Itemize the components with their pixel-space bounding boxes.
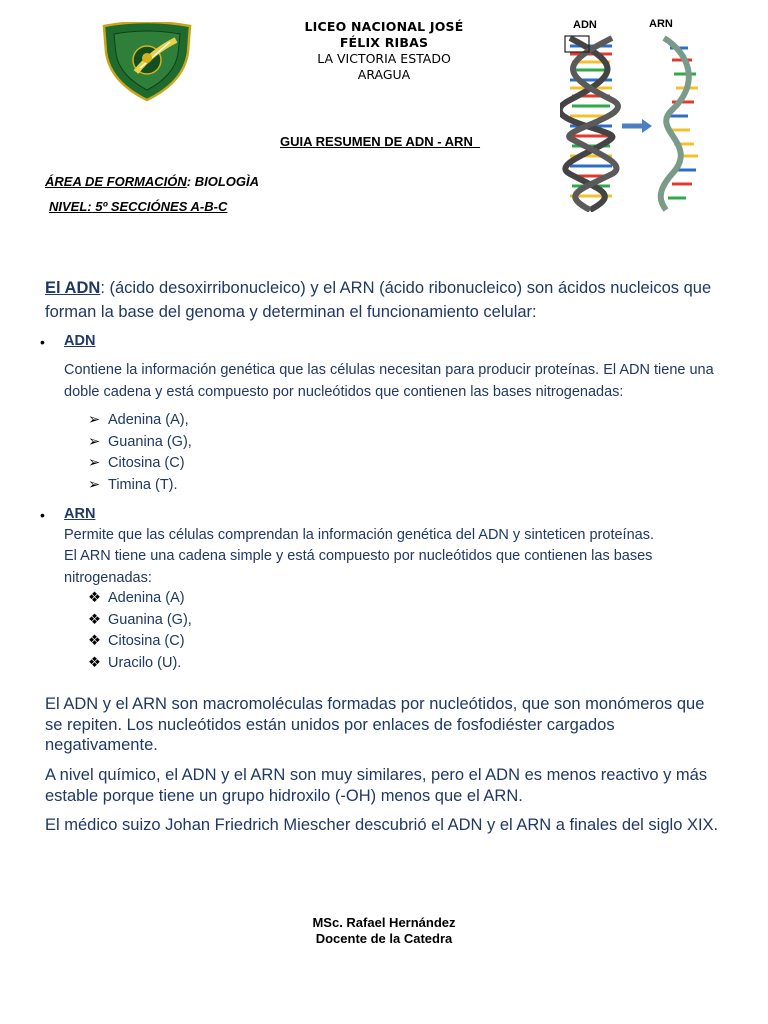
diamond-marker-icon: ❖ bbox=[88, 612, 101, 628]
area-label: ÁREA DE FORMACIÓN bbox=[45, 174, 187, 189]
adn-section-text: Contiene la información genética que las células necesitan para producir proteínas. El ADN tiene una doble cadena y está compuesto por nucleótidos que contienen las bases nitrogenadas: bbox=[64, 362, 714, 400]
school-location-line1: LA VICTORIA ESTADO bbox=[317, 51, 451, 66]
level-sections: NIVEL: 5º SECCIÓNES A-B-C bbox=[49, 199, 228, 214]
arn-section-text-line1: Permite que las células comprendan la información genética del ADN y sinteticen proteínas. bbox=[64, 527, 654, 543]
school-name-line2: FÉLIX RIBAS bbox=[339, 35, 429, 50]
teacher-role: Docente de la Catedra bbox=[315, 931, 453, 946]
arn-base-item: ❖ Adenina (A) bbox=[88, 588, 185, 610]
arn-base-item: ❖ Guanina (G), bbox=[88, 610, 192, 632]
school-shield-logo bbox=[100, 22, 194, 102]
intro-paragraph bbox=[45, 276, 725, 324]
arrow-marker-icon: ➢ bbox=[88, 412, 101, 428]
signature-block bbox=[250, 915, 518, 947]
area-of-study bbox=[45, 174, 259, 189]
diamond-marker-icon: ❖ bbox=[88, 633, 101, 649]
arn-bullet: • bbox=[40, 507, 45, 523]
arn-base-item: ❖ Uracilo (U). bbox=[88, 653, 181, 675]
paragraph-discovery: El médico suizo Johan Friedrich Miescher descubrió el ADN y el ARN a finales del siglo XIX. bbox=[45, 816, 719, 834]
adn-section-title: ADN bbox=[64, 333, 96, 349]
school-header bbox=[280, 19, 488, 83]
arn-base-item: ❖ Citosina (C) bbox=[88, 631, 185, 653]
intro-text: : (ácido desoxirribonucleico) y el ARN (ácido ribonucleico) son ácidos nucleicos que forman la base del genoma y determinan el funcionamiento celular: bbox=[45, 279, 712, 321]
adn-figure-label: ADN bbox=[573, 19, 597, 31]
school-location-line2: ARAGUA bbox=[357, 67, 411, 82]
adn-bullet: • bbox=[40, 334, 45, 350]
arn-figure-label: ARN bbox=[649, 18, 673, 30]
diamond-marker-icon: ❖ bbox=[88, 590, 101, 606]
guide-title: GUIA RESUMEN DE ADN - ARN bbox=[280, 134, 481, 149]
area-value: : BIOLOGÌA bbox=[186, 174, 260, 189]
helix-diagram bbox=[560, 34, 710, 212]
arrow-marker-icon: ➢ bbox=[88, 434, 101, 450]
dna-rna-illustration bbox=[560, 16, 710, 212]
adn-base-item: ➢ Guanina (G), bbox=[88, 432, 192, 454]
adn-base-item: ➢ Timina (T). bbox=[88, 475, 178, 497]
teacher-name: MSc. Rafael Hernández bbox=[312, 915, 456, 930]
adn-base-item: ➢ Citosina (C) bbox=[88, 453, 185, 475]
arrow-marker-icon: ➢ bbox=[88, 455, 101, 471]
arrow-marker-icon: ➢ bbox=[88, 477, 101, 493]
arn-section-title: ARN bbox=[64, 506, 96, 522]
diamond-marker-icon: ❖ bbox=[88, 655, 101, 671]
adn-base-item: ➢ Adenina (A), bbox=[88, 410, 189, 432]
paragraph-macromolecules: El ADN y el ARN son macromoléculas formadas por nucleótidos, que son monómeros que se repiten. Los nucleótidos están unidos por enlaces de fosfodiéster cargados negativamente. bbox=[45, 695, 705, 754]
arn-section-text-line2: El ARN tiene una cadena simple y está compuesto por nucleótidos que contienen las bases nitrogenadas: bbox=[64, 548, 653, 586]
intro-term: El ADN bbox=[45, 279, 101, 297]
school-name-line1: LICEO NACIONAL JOSÉ bbox=[304, 19, 464, 34]
paragraph-chemistry: A nivel químico, el ADN y el ARN son muy similares, pero el ADN es menos reactivo y más estable porque tiene un grupo hidroxilo (-OH) menos que el ARN. bbox=[45, 766, 708, 805]
